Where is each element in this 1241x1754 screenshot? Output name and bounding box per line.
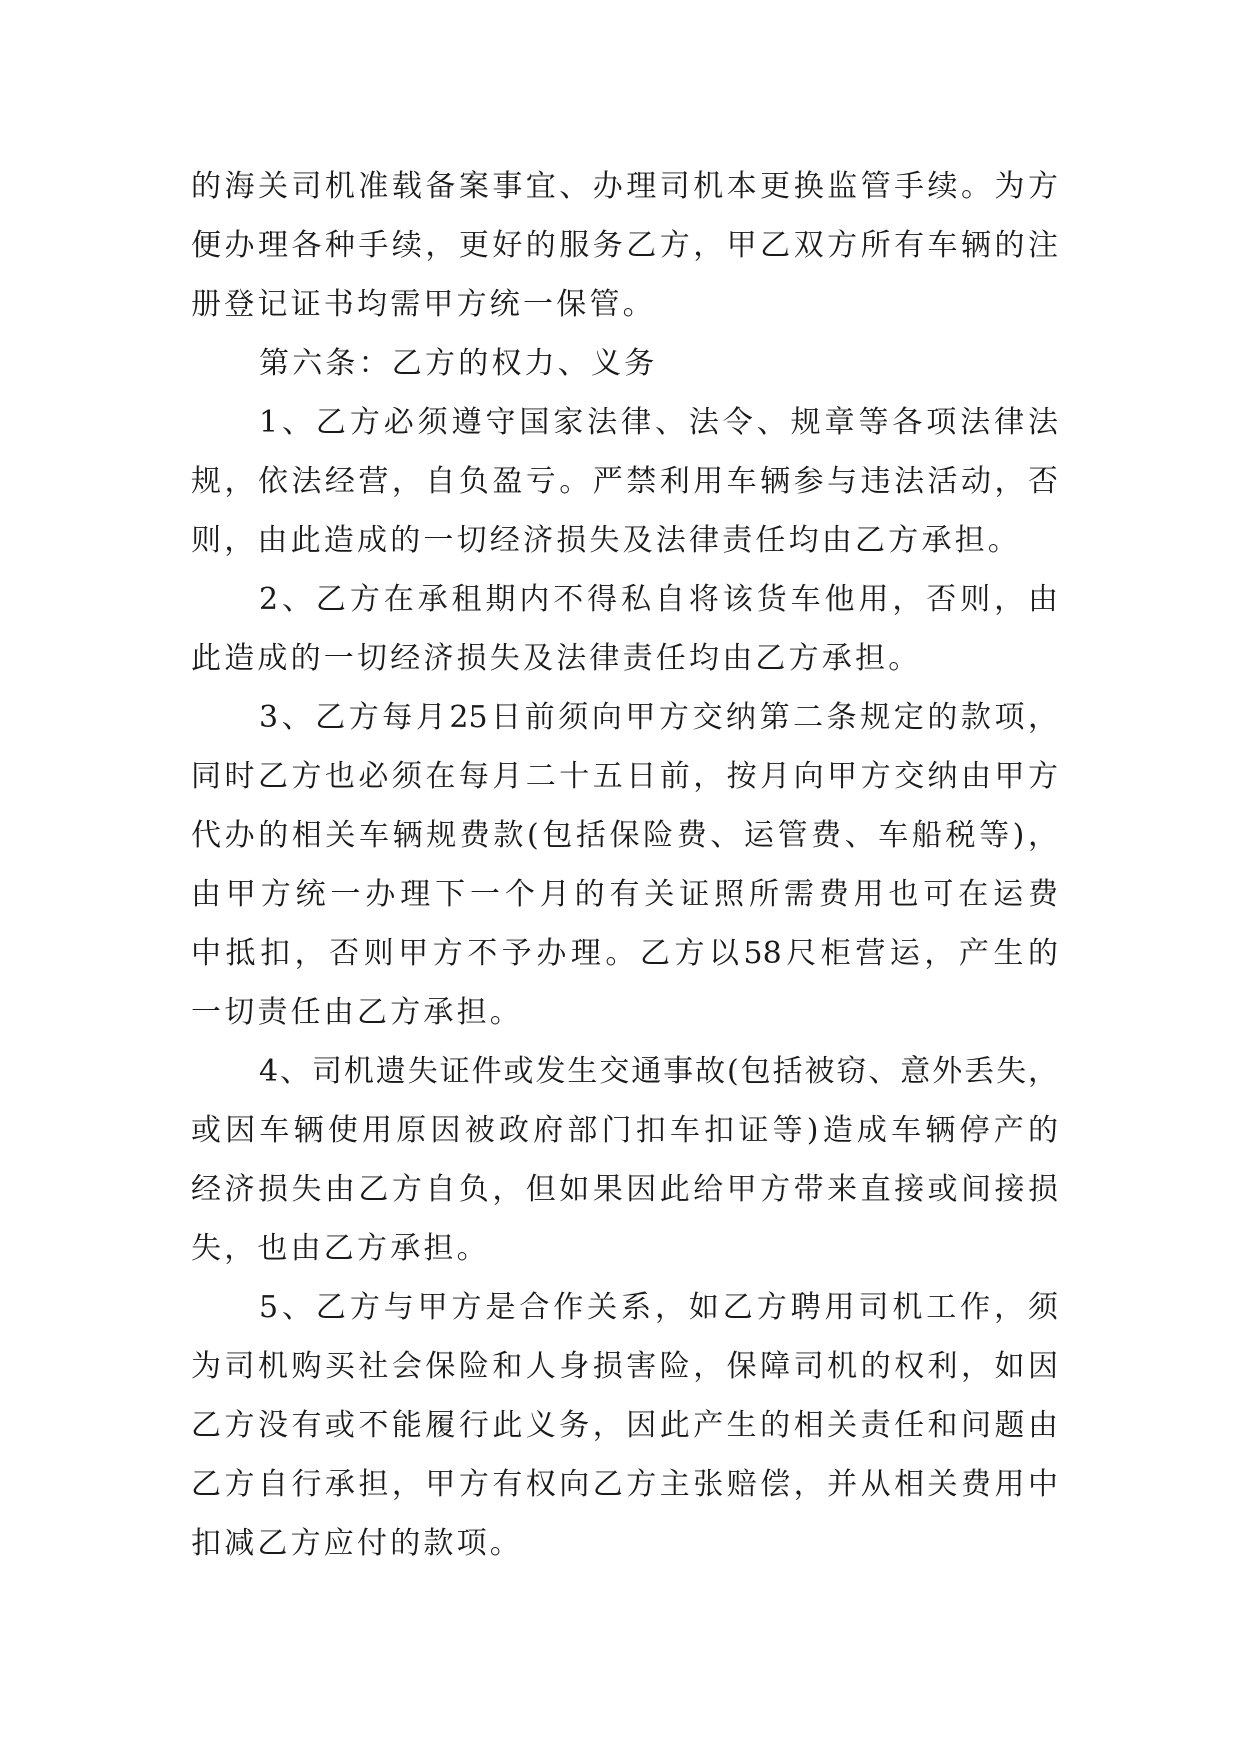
text-line: 同时乙方也必须在每月二十五日前，按月向甲方交纳由甲方 — [191, 759, 1058, 794]
text-line: 规，依法经营，自负盈亏。严禁利用车辆参与违法活动，否 — [191, 464, 1058, 499]
text-line: 失，也由乙方承担。 — [191, 1231, 490, 1266]
heading-line: 第六条：乙方的权力、义务 — [259, 346, 658, 381]
text-line: 则，由此造成的一切经济损失及法律责任均由乙方承担。 — [191, 523, 1021, 558]
text-line: 便办理各种手续，更好的服务乙方，甲乙双方所有车辆的注 — [191, 228, 1058, 263]
paragraph — [191, 1042, 1058, 1278]
text-line: 中抵扣，否则甲方不予办理。乙方以58尺柜营运，产生的 — [191, 936, 1058, 971]
text-line: 5、乙方与甲方是合作关系，如乙方聘用司机工作，须 — [259, 1290, 1058, 1325]
text-line: 4、司机遗失证件或发生交通事故(包括被窃、意外丢失， — [259, 1054, 1058, 1089]
paragraph — [191, 688, 1058, 1042]
text-line: 由甲方统一办理下一个月的有关证照所需费用也可在运费 — [191, 877, 1058, 912]
text-line: 的海关司机准载备案事宜、办理司机本更换监管手续。为方 — [191, 169, 1058, 204]
text-line: 乙方没有或不能履行此义务，因此产生的相关责任和问题由 — [191, 1408, 1058, 1443]
document-body — [191, 157, 1058, 1573]
text-line: 代办的相关车辆规费款(包括保险费、运管费、车船税等)， — [191, 818, 1058, 853]
text-line: 经济损失由乙方自负，但如果因此给甲方带来直接或间接损 — [191, 1172, 1058, 1207]
text-line: 册登记证书均需甲方统一保管。 — [191, 287, 656, 322]
paragraph — [191, 393, 1058, 570]
text-line: 3、乙方每月25日前须向甲方交纳第二条规定的款项， — [259, 700, 1058, 735]
text-line: 乙方自行承担，甲方有权向乙方主张赔偿，并从相关费用中 — [191, 1467, 1058, 1502]
text-line: 1、乙方必须遵守国家法律、法令、规章等各项法律法 — [259, 405, 1058, 440]
article-heading — [191, 334, 1058, 393]
paragraph — [191, 157, 1058, 334]
text-line: 或因车辆使用原因被政府部门扣车扣证等)造成车辆停产的 — [191, 1113, 1058, 1148]
text-line: 一切责任由乙方承担。 — [191, 995, 523, 1030]
text-line: 2、乙方在承租期内不得私自将该货车他用，否则，由 — [259, 582, 1058, 617]
text-line: 此造成的一切经济损失及法律责任均由乙方承担。 — [191, 641, 922, 676]
text-line: 扣减乙方应付的款项。 — [191, 1526, 523, 1561]
text-line: 为司机购买社会保险和人身损害险，保障司机的权利，如因 — [191, 1349, 1058, 1384]
paragraph — [191, 1278, 1058, 1573]
paragraph — [191, 570, 1058, 688]
